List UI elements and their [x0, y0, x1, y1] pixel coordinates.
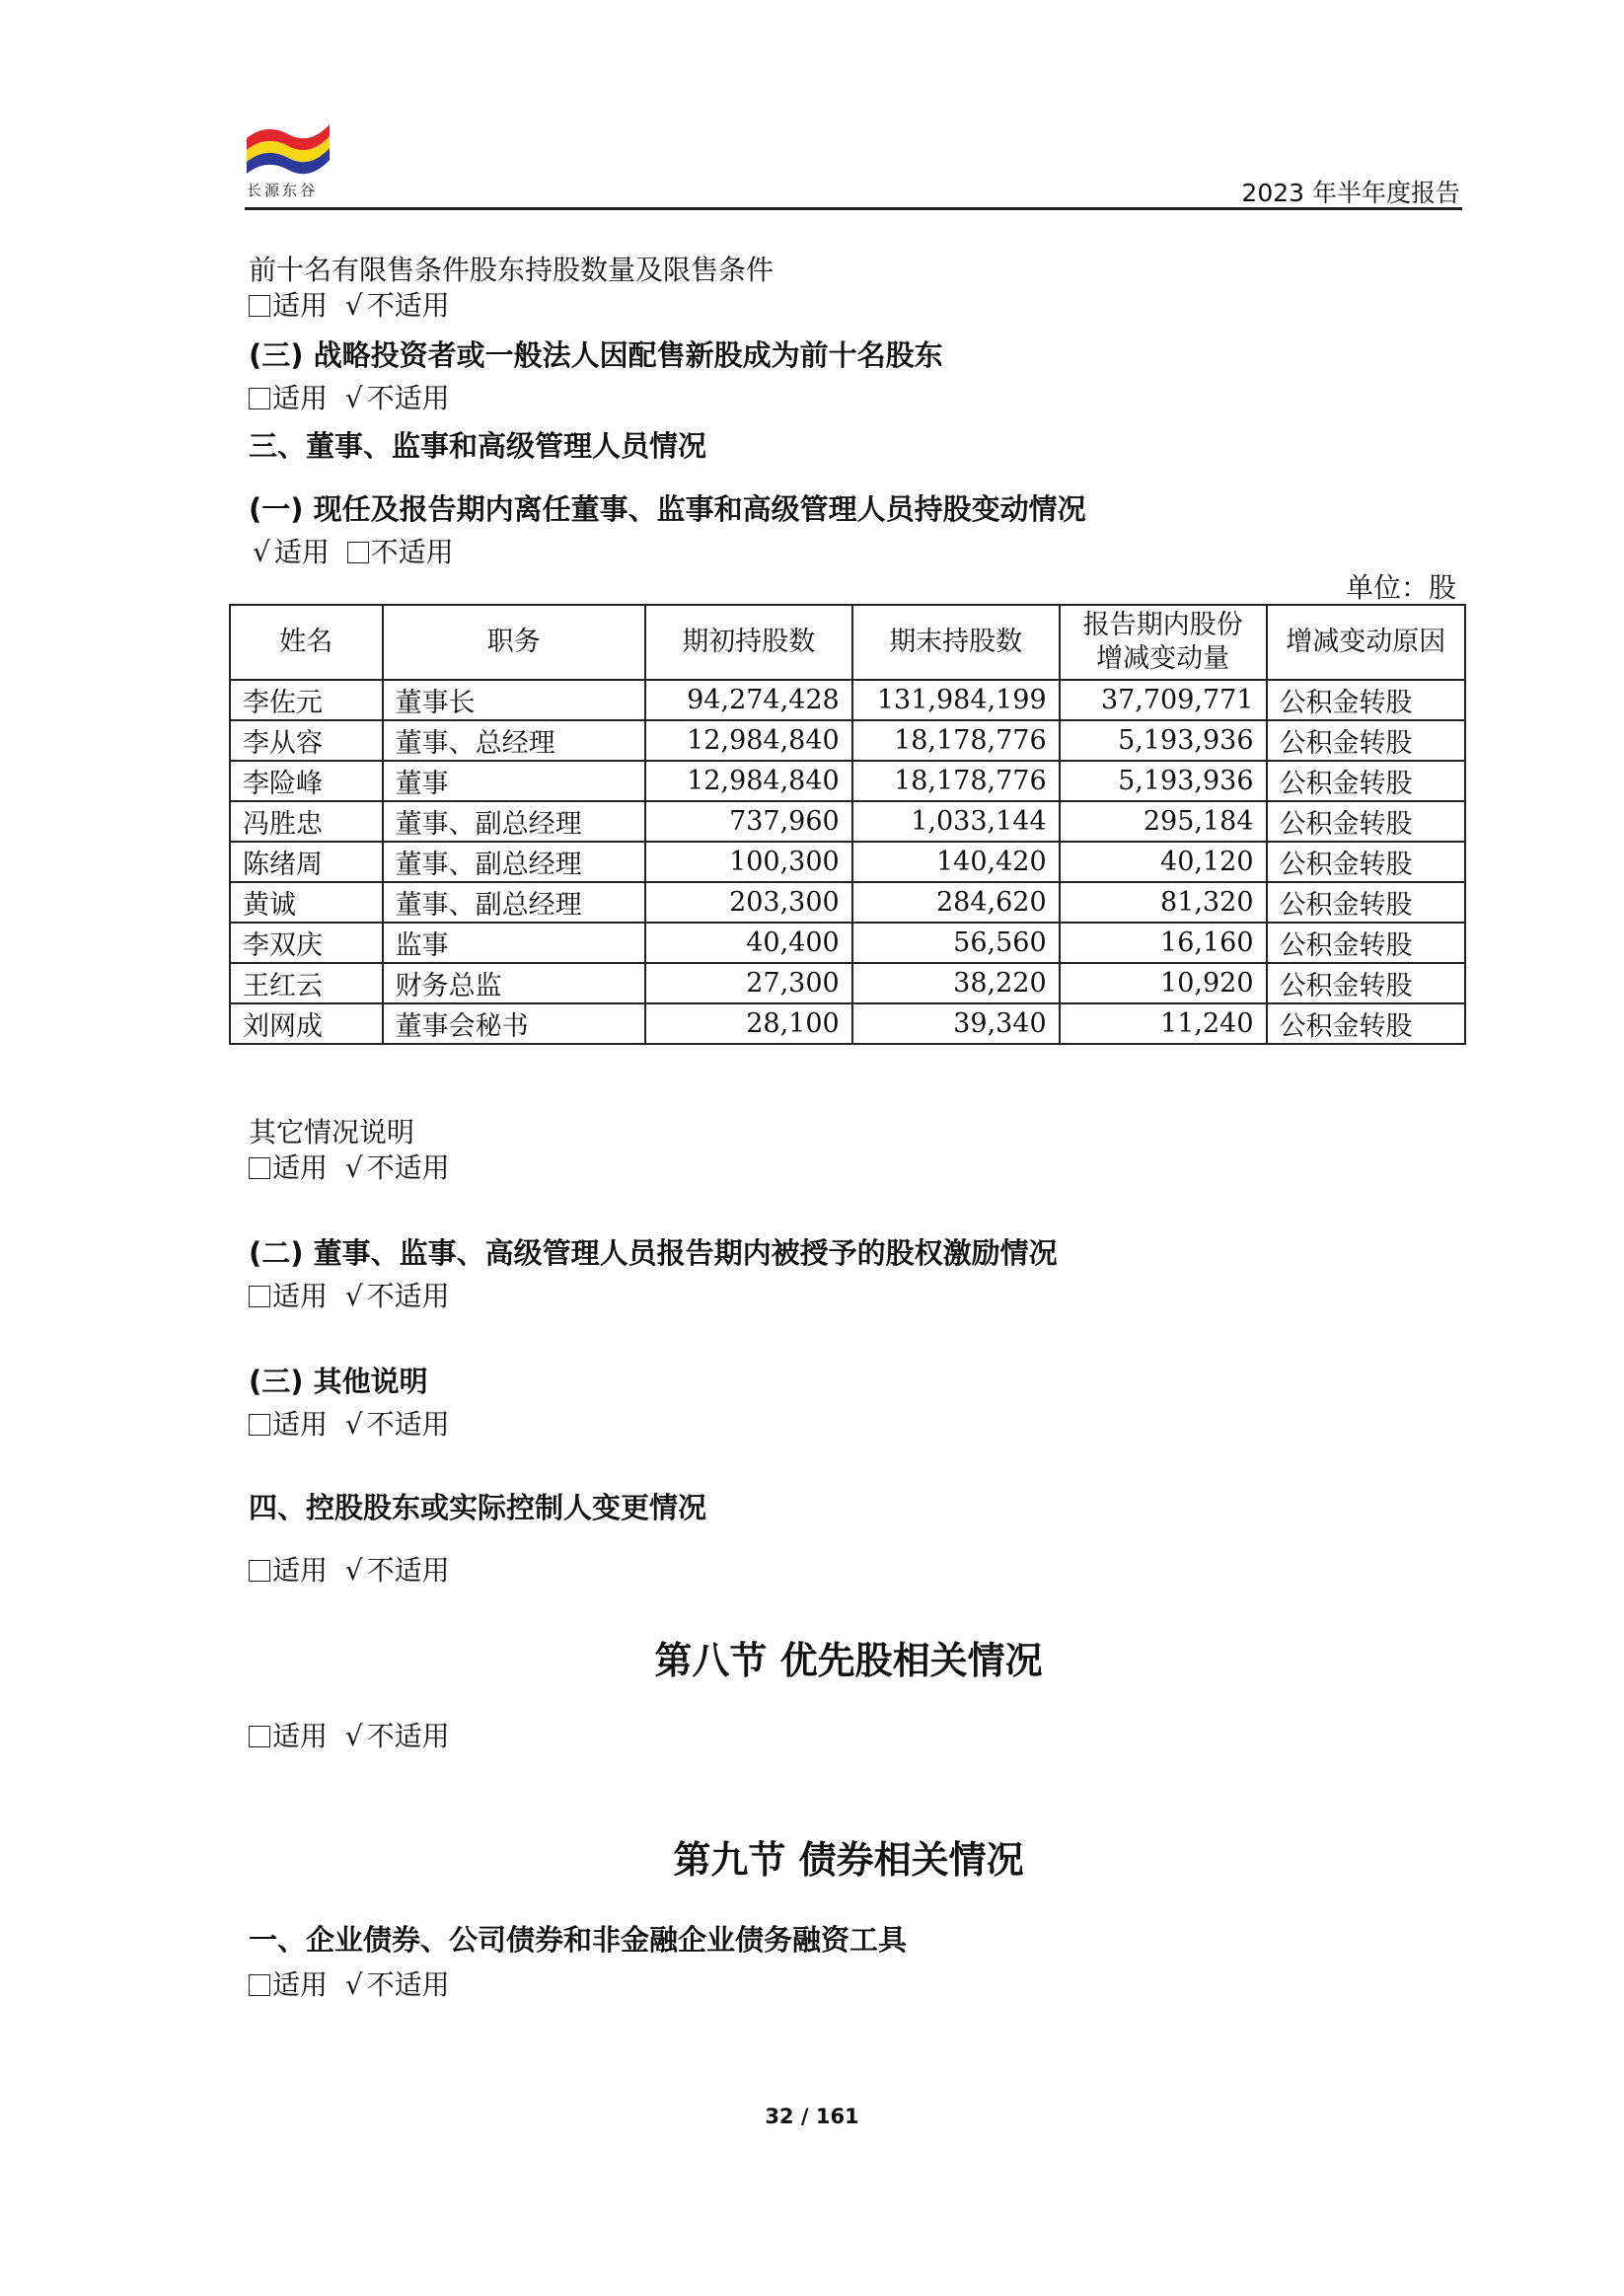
table-row	[230, 761, 1465, 801]
header-name: 姓名	[230, 605, 383, 680]
option-row	[249, 1275, 450, 1314]
cell-name: 刘网成	[230, 1003, 383, 1044]
cell-opening-shares: 203,300	[645, 882, 852, 923]
option-row	[249, 284, 450, 324]
cell-opening-shares: 737,960	[645, 801, 852, 842]
option-row	[249, 1549, 450, 1589]
cell-change: 11,240	[1060, 1003, 1267, 1044]
option-row	[249, 1963, 450, 2003]
option-row	[249, 1715, 450, 1754]
directors-holdings-heading: (一) 现任及报告期内离任董事、监事和高级管理人员持股变动情况	[249, 492, 1086, 526]
section8-title: 第八节 优先股相关情况	[654, 1639, 1043, 1682]
directors-heading: 三、董事、监事和高级管理人员情况	[249, 429, 707, 463]
cell-name: 李从容	[230, 720, 383, 761]
table-row	[230, 801, 1465, 842]
not-applicable-label: 不适用	[366, 1280, 450, 1312]
cell-opening-shares: 40,400	[645, 923, 852, 963]
other-notes-heading: 其它情况说明	[249, 1116, 415, 1148]
not-applicable-label: 不适用	[366, 382, 450, 414]
checkbox-unchecked	[347, 542, 369, 563]
not-applicable-label: 不适用	[366, 1408, 450, 1441]
cell-reason: 公积金转股	[1267, 842, 1465, 882]
header-position: 职务	[383, 605, 645, 680]
cell-reason: 公积金转股	[1267, 720, 1465, 761]
header-reason: 增减变动原因	[1267, 605, 1465, 680]
checkbox-unchecked	[249, 295, 270, 317]
cell-reason: 公积金转股	[1267, 761, 1465, 801]
bonds-heading: 一、企业债券、公司债券和非金融企业债务融资工具	[249, 1923, 908, 1957]
cell-change: 40,120	[1060, 842, 1267, 882]
cell-opening-shares: 12,984,840	[645, 761, 852, 801]
cell-name: 李双庆	[230, 923, 383, 963]
table-row	[230, 923, 1465, 963]
controller-change-heading: 四、控股股东或实际控制人变更情况	[249, 1491, 707, 1524]
table-row	[230, 842, 1465, 882]
cell-name: 陈绪周	[230, 842, 383, 882]
table-row	[230, 720, 1465, 761]
cell-change: 10,920	[1060, 963, 1267, 1003]
cell-closing-shares: 140,420	[852, 842, 1060, 882]
cell-closing-shares: 18,178,776	[852, 720, 1060, 761]
table-row	[230, 882, 1465, 923]
cell-position: 董事	[383, 761, 645, 801]
cell-opening-shares: 12,984,840	[645, 720, 852, 761]
not-applicable-label: 不适用	[366, 1720, 450, 1752]
checkbox-unchecked	[249, 1286, 270, 1307]
check-mark-icon: √	[344, 1280, 363, 1312]
cell-name: 王红云	[230, 963, 383, 1003]
check-mark-icon: √	[344, 1720, 363, 1752]
applicable-label: 适用	[272, 1151, 329, 1184]
option-row	[253, 531, 454, 570]
cell-closing-shares: 284,620	[852, 882, 1060, 923]
applicable-label: 适用	[273, 536, 330, 568]
company-logo	[245, 116, 332, 176]
not-applicable-label: 不适用	[370, 536, 454, 568]
other-explain-heading: (三) 其他说明	[249, 1365, 428, 1398]
cell-closing-shares: 56,560	[852, 923, 1060, 963]
check-mark-icon: √	[344, 1968, 363, 2001]
applicable-label: 适用	[272, 1720, 329, 1752]
table-row	[230, 1003, 1465, 1044]
cell-opening-shares: 100,300	[645, 842, 852, 882]
check-mark-icon: √	[344, 1554, 363, 1587]
not-applicable-label: 不适用	[366, 289, 450, 322]
cell-opening-shares: 28,100	[645, 1003, 852, 1044]
cell-reason: 公积金转股	[1267, 963, 1465, 1003]
section9-title: 第九节 债券相关情况	[673, 1838, 1024, 1882]
checkbox-unchecked	[249, 1157, 270, 1179]
check-mark-icon: √	[344, 382, 363, 414]
table-unit: 单位：股	[1345, 571, 1456, 604]
applicable-label: 适用	[272, 1554, 329, 1587]
applicable-label: 适用	[272, 382, 329, 414]
header-closing-shares: 期末持股数	[852, 605, 1060, 680]
not-applicable-label: 不适用	[366, 1554, 450, 1587]
option-row	[249, 1147, 450, 1186]
not-applicable-label: 不适用	[366, 1151, 450, 1184]
cell-position: 董事、副总经理	[383, 842, 645, 882]
checkbox-unchecked	[249, 1726, 270, 1747]
table-row	[230, 963, 1465, 1003]
cell-position: 董事会秘书	[383, 1003, 645, 1044]
check-mark-icon: √	[253, 536, 270, 568]
checkbox-unchecked	[249, 1560, 270, 1582]
header-change: 报告期内股份 增减变动量	[1060, 605, 1267, 680]
cell-closing-shares: 18,178,776	[852, 761, 1060, 801]
option-row	[249, 377, 450, 416]
cell-name: 黄诚	[230, 882, 383, 923]
checkbox-unchecked	[249, 388, 270, 409]
cell-closing-shares: 131,984,199	[852, 680, 1060, 720]
cell-position: 监事	[383, 923, 645, 963]
header-opening-shares: 期初持股数	[645, 605, 852, 680]
cell-change: 81,320	[1060, 882, 1267, 923]
table-row	[230, 680, 1465, 720]
check-mark-icon: √	[344, 1408, 363, 1441]
logo-text: 长源东谷	[247, 182, 319, 199]
applicable-label: 适用	[272, 289, 329, 322]
cell-change: 16,160	[1060, 923, 1267, 963]
strategic-investors-heading: (三) 战略投资者或一般法人因配售新股成为前十名股东	[249, 338, 943, 372]
cell-change: 5,193,936	[1060, 761, 1267, 801]
cell-opening-shares: 94,274,428	[645, 680, 852, 720]
applicable-label: 适用	[272, 1968, 329, 2001]
cell-closing-shares: 1,033,144	[852, 801, 1060, 842]
applicable-label: 适用	[272, 1280, 329, 1312]
holdings-table	[229, 604, 1466, 1045]
cell-position: 董事长	[383, 680, 645, 720]
checkbox-unchecked	[249, 1414, 270, 1436]
report-title: 2023 年半年度报告	[1241, 179, 1460, 207]
cell-reason: 公积金转股	[1267, 801, 1465, 842]
check-mark-icon: √	[344, 289, 363, 322]
cell-position: 董事、总经理	[383, 720, 645, 761]
cell-change: 5,193,936	[1060, 720, 1267, 761]
applicable-label: 适用	[272, 1408, 329, 1441]
cell-reason: 公积金转股	[1267, 882, 1465, 923]
header-divider	[245, 207, 1462, 210]
cell-closing-shares: 38,220	[852, 963, 1060, 1003]
cell-position: 董事、副总经理	[383, 801, 645, 842]
cell-name: 李险峰	[230, 761, 383, 801]
checkbox-unchecked	[249, 1974, 270, 1996]
page-number: 32 / 161	[765, 2105, 859, 2128]
cell-reason: 公积金转股	[1267, 680, 1465, 720]
cell-reason: 公积金转股	[1267, 1003, 1465, 1044]
cell-reason: 公积金转股	[1267, 923, 1465, 963]
table-header-row	[230, 605, 1465, 680]
cell-position: 董事、副总经理	[383, 882, 645, 923]
cell-closing-shares: 39,340	[852, 1003, 1060, 1044]
option-row	[249, 1403, 450, 1443]
cell-change: 37,709,771	[1060, 680, 1267, 720]
cell-name: 冯胜忠	[230, 801, 383, 842]
cell-change: 295,184	[1060, 801, 1267, 842]
top10-restricted-heading: 前十名有限售条件股东持股数量及限售条件	[249, 254, 775, 286]
not-applicable-label: 不适用	[366, 1968, 450, 2001]
equity-incentive-heading: (二) 董事、监事、高级管理人员报告期内被授予的股权激励情况	[249, 1236, 1058, 1270]
cell-position: 财务总监	[383, 963, 645, 1003]
cell-opening-shares: 27,300	[645, 963, 852, 1003]
check-mark-icon: √	[344, 1151, 363, 1184]
cell-name: 李佐元	[230, 680, 383, 720]
